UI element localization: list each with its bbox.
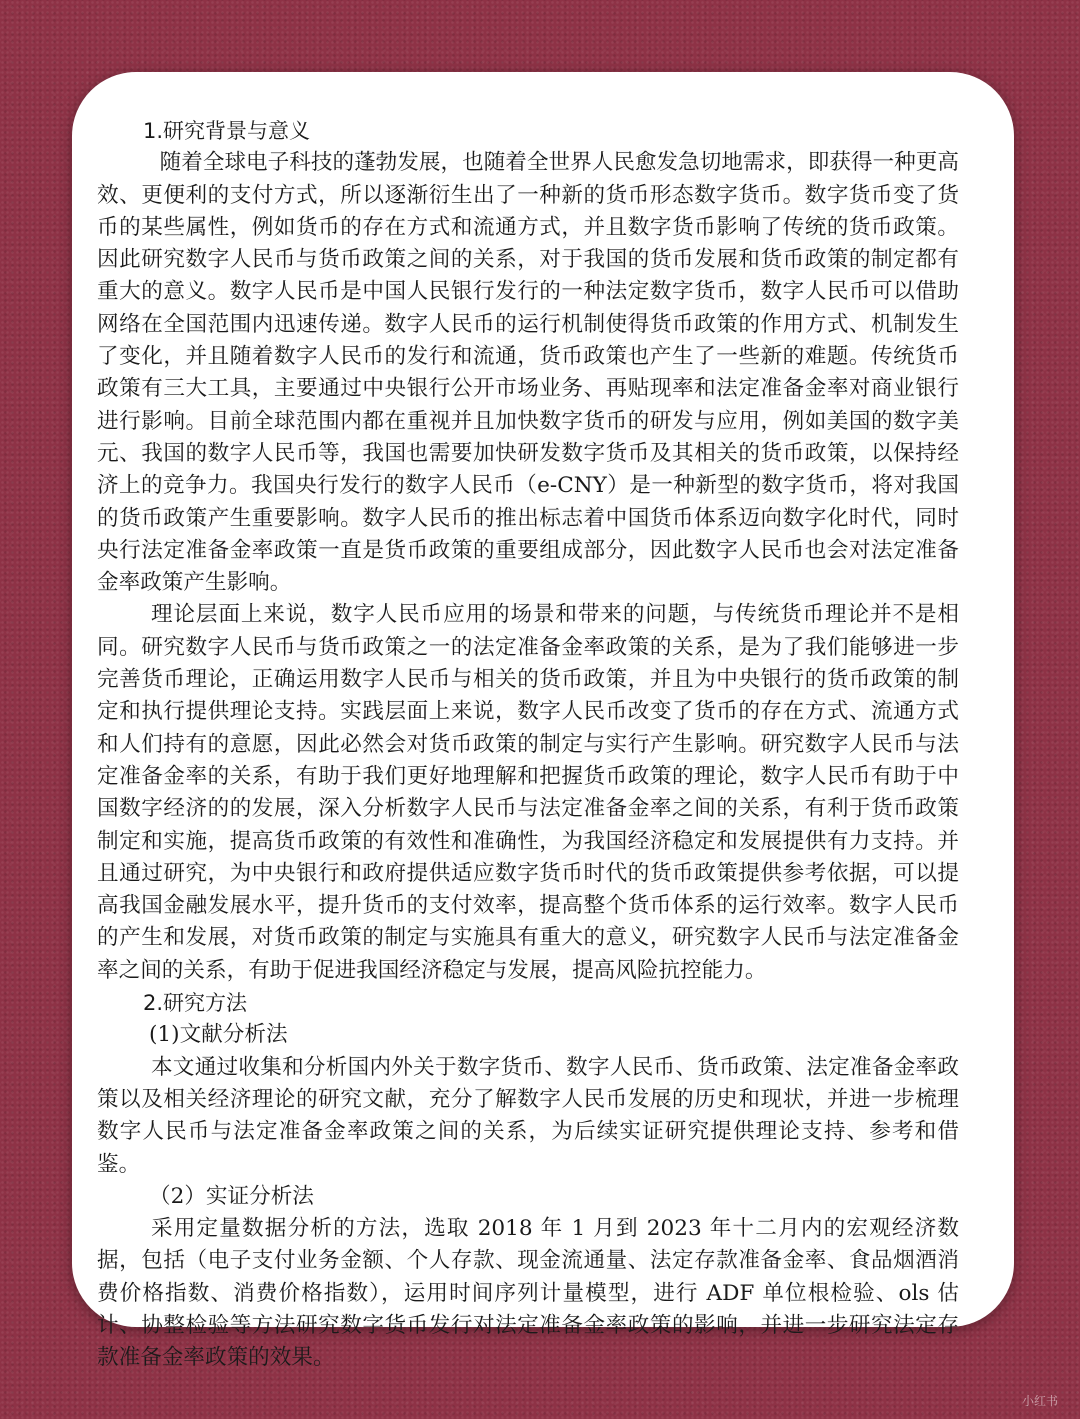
section1-paragraph-2: 理论层面上来说，数字人民币应用的场景和带来的问题，与传统货币理论并不是相同。研究数字人民币与货币政策之一的法定准备金率政策的关系，是为了我们能够进一步完善货币理论，正确运用数字人民币与相关的货币政策，并且为中央银行的货币政策的制定和执行提供理论支持。实践层面上来说，数字人民币改变了货币的存在方式、流通方式和人们持有的意愿，因此必然会对货币政策的制定与实行产生影响。研究数字人民币与法定准备金率的关系，有助于我们更好地理解和把握货币政策的理论，数字人民币有助于中国数字经济的的发展，深入分析数字人民币与法定准备金率之间的关系，有利于货币政策制定和实施，提高货币政策的有效性和准确性，为我国经济稳定和发展提供有力支持。并且通过研究，为中央银行和政府提供适应数字货币时代的货币政策提供参考依据，可以提高我国金融发展水平，提升货币的支付效率，提高整个货币体系的运行效率。数字人民币的产生和发展，对货币政策的制定与实施具有重大的意义，研究数字人民币与法定准备金率之间的关系，有助于促进我国经济稳定与发展，提高风险抗控能力。: [97, 602, 959, 983]
method1-title: (1)文献分析法: [149, 1022, 288, 1048]
method2-title: （2）实证分析法: [149, 1183, 314, 1209]
section1-heading: 1.研究背景与意义: [143, 119, 311, 143]
document-content: [97, 115, 959, 1375]
method1-text: 本文通过收集和分析国内外关于数字货币、数字人民币、货币政策、法定准备金率政策以及相关经济理论的研究文献，充分了解数字人民币发展的历史和现状，并进一步梳理数字人民币与法定准备金率政策之间的关系，为后续实证研究提供理论支持、参考和借鉴。: [97, 1054, 959, 1177]
method2-text: 采用定量数据分析的方法，选取 2018 年 1 月到 2023 年十二月内的宏观经济数据，包括（电子支付业务金额、个人存款、现金流通量、法定存款准备金率、食品烟酒消费价格指数、消费价格指数），运用时间序列计量模型，进行 ADF 单位根检验、ols 估计、协整检验等方法研究数字货币发行对法定准备金率政策的影响，并进一步研究法定存款准备金率政策的效果。: [97, 1216, 959, 1371]
watermark: 小红书: [1021, 1394, 1058, 1408]
section2-heading: 2.研究方法: [143, 991, 248, 1016]
section1-paragraph-1: 随着全球电子科技的蓬勃发展，也随着全世界人民愈发急切地需求，即获得一种更高效、更便利的支付方式，所以逐渐衍生出了一种新的货币形态数字货币。数字货币变了货币的某些属性，例如货币的存在方式和流通方式，并且数字货币影响了传统的货币政策。因此研究数字人民币与货币政策之间的关系，对于我国的货币发展和货币政策的制定都有重大的意义。数字人民币是中国人民银行发行的一种法定数字货币，数字人民币可以借助网络在全国范围内迅速传递。数字人民币的运行机制使得货币政策的作用方式、机制发生了变化，并且随着数字人民币的发行和流通，货币政策也产生了一些新的难题。传统货币政策有三大工具，主要通过中央银行公开市场业务、再贴现率和法定准备金率对商业银行进行影响。目前全球范围内都在重视并且加快数字货币的研发与应用，例如美国的数字美元、我国的数字人民币等，我国也需要加快研发数字货币及其相关的货币政策，以保持经济上的竞争力。我国央行发行的数字人民币（e-CNY）是一种新型的数字货币，将对我国的货币政策产生重要影响。数字人民币的推出标志着中国货币体系迈向数字化时代，同时央行法定准备金率政策一直是货币政策的重要组成部分，因此数字人民币也会对法定准备金率政策产生影响。: [97, 150, 959, 596]
